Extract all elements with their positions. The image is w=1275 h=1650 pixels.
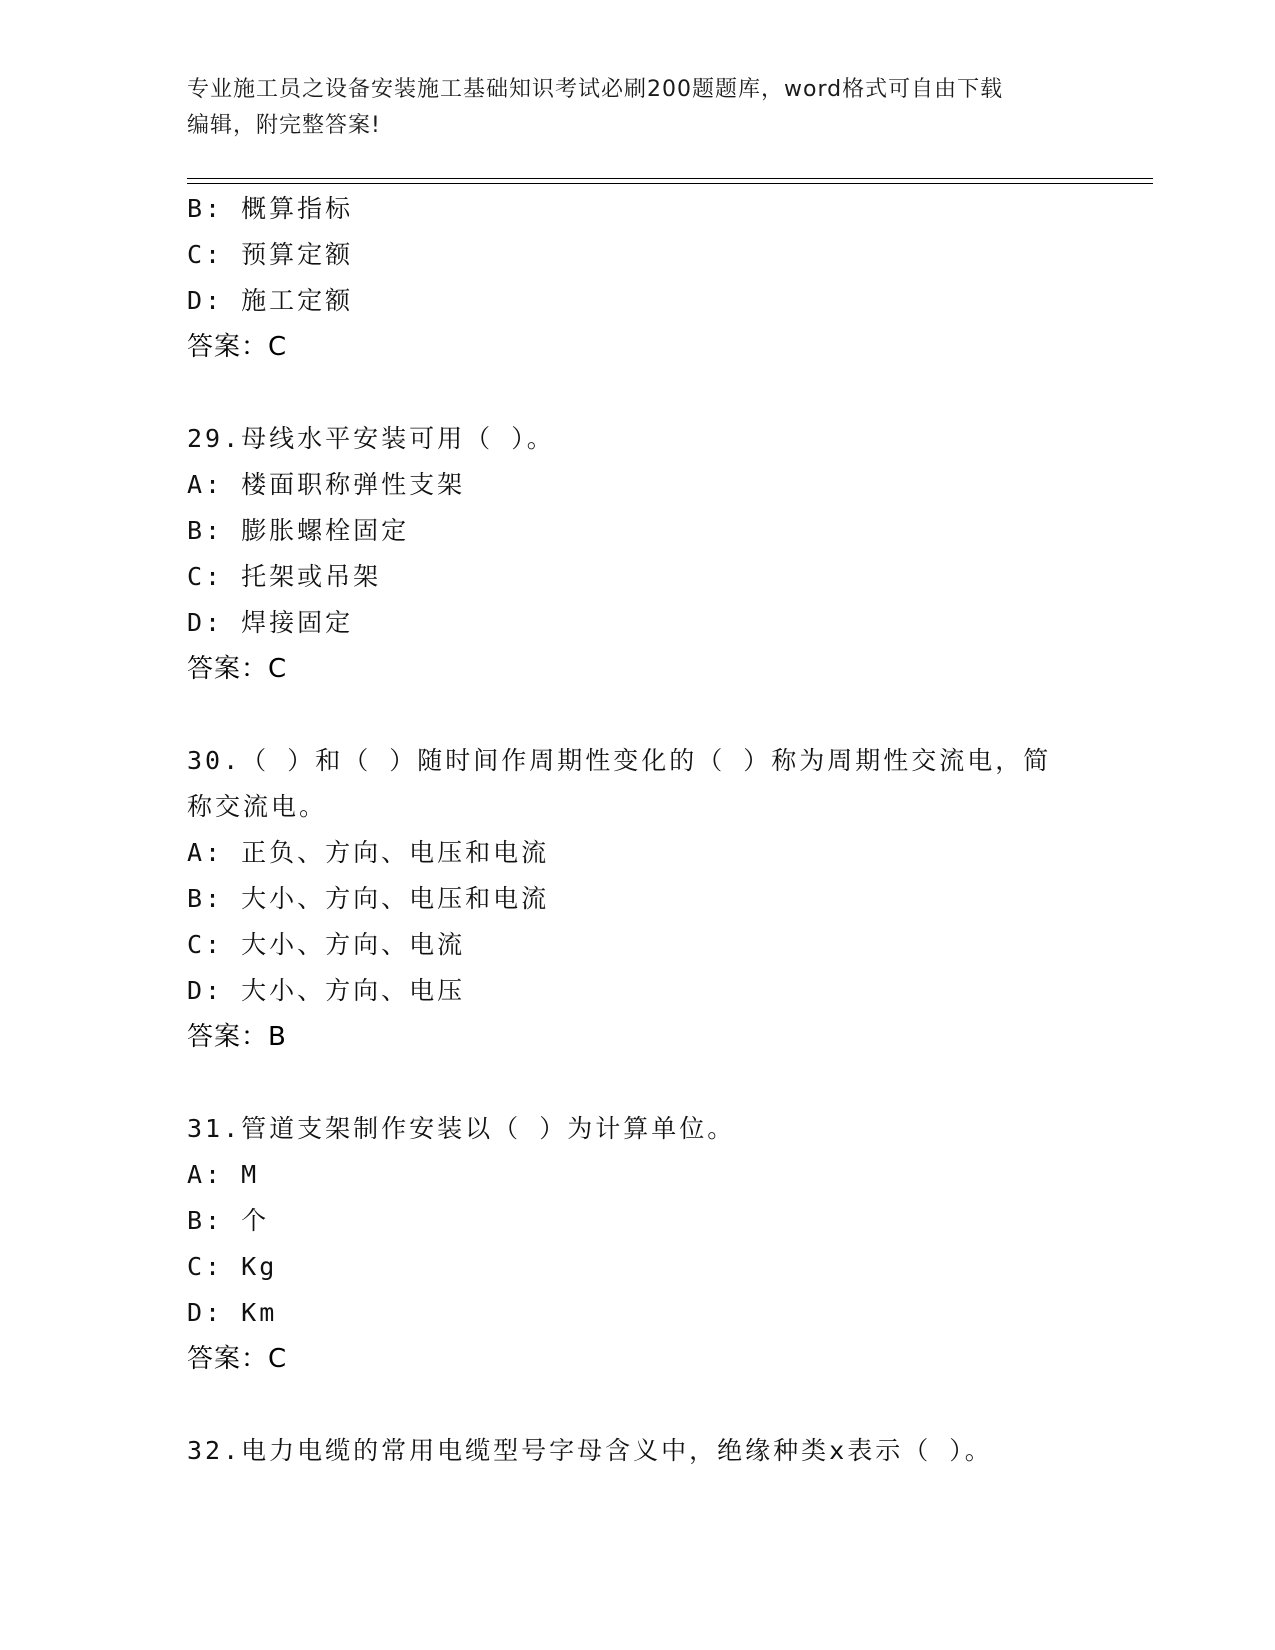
header-divider-bottom <box>187 183 1153 184</box>
option-c <box>187 1244 1087 1290</box>
option-letter: C: <box>187 930 224 959</box>
spacer <box>187 1060 1087 1106</box>
option-a <box>187 1152 1087 1198</box>
spacer <box>187 692 1087 738</box>
option-text: 大小、方向、电压 <box>241 976 466 1005</box>
option-text: 托架或吊架 <box>241 562 382 591</box>
option-a <box>187 462 1087 508</box>
option-d <box>187 1290 1087 1336</box>
option-d <box>187 278 1087 324</box>
option-letter: C: <box>187 240 224 269</box>
option-letter: C: <box>187 562 224 591</box>
option-b <box>187 876 1087 922</box>
header-title-line-1: 专业施工员之设备安装施工基础知识考试必刷200题题库，word格式可自由下载 <box>187 77 1004 102</box>
option-text: 概算指标 <box>241 194 354 223</box>
question-32 <box>187 1428 1087 1474</box>
option-letter: B: <box>187 194 224 223</box>
option-d <box>187 968 1087 1014</box>
option-text: 焊接固定 <box>241 608 354 637</box>
option-letter: D: <box>187 976 224 1005</box>
question-stem: 29.母线水平安装可用（ ）。 <box>187 424 555 453</box>
option-letter: D: <box>187 286 224 315</box>
option-c <box>187 922 1087 968</box>
document-header <box>187 72 1087 144</box>
option-b <box>187 508 1087 554</box>
option-letter: B: <box>187 1206 224 1235</box>
option-text: 大小、方向、电流 <box>241 930 466 959</box>
option-text: 个 <box>241 1206 270 1235</box>
option-letter: B: <box>187 516 224 545</box>
option-a <box>187 830 1087 876</box>
option-letter: B: <box>187 884 224 913</box>
option-letter: D: <box>187 1298 224 1327</box>
option-letter: A: <box>187 1160 224 1189</box>
option-text: 施工定额 <box>241 286 354 315</box>
option-b <box>187 186 1087 232</box>
option-text: 预算定额 <box>241 240 354 269</box>
question-28-continued <box>187 186 1087 370</box>
header-divider-top <box>187 178 1153 179</box>
question-stem: 31.管道支架制作安装以（ ）为计算单位。 <box>187 1114 736 1143</box>
answer: 答案：C <box>187 332 288 362</box>
option-letter: A: <box>187 838 224 867</box>
answer: 答案：C <box>187 1344 288 1374</box>
question-stem: 30.（ ）和（ ）随时间作周期性变化的（ ）称为周期性交流电，简称交流电。 <box>187 746 1052 821</box>
option-text: 膨胀螺栓固定 <box>241 516 410 545</box>
option-letter: C: <box>187 1252 224 1281</box>
option-d <box>187 600 1087 646</box>
option-letter: A: <box>187 470 224 499</box>
option-c <box>187 232 1087 278</box>
option-text: 大小、方向、电压和电流 <box>241 884 550 913</box>
spacer <box>187 370 1087 416</box>
question-29 <box>187 416 1087 692</box>
option-c <box>187 554 1087 600</box>
option-text: 正负、方向、电压和电流 <box>241 838 550 867</box>
question-30 <box>187 738 1087 1060</box>
header-title-line-2: 编辑，附完整答案! <box>187 113 381 138</box>
option-text: Km <box>241 1298 278 1327</box>
option-text: M <box>241 1160 260 1189</box>
question-31 <box>187 1106 1087 1382</box>
option-text: 楼面职称弹性支架 <box>241 470 466 499</box>
option-letter: D: <box>187 608 224 637</box>
spacer <box>187 1382 1087 1428</box>
option-b <box>187 1198 1087 1244</box>
question-list <box>187 186 1087 1474</box>
answer: 答案：C <box>187 654 288 684</box>
answer: 答案：B <box>187 1022 287 1052</box>
question-stem: 32.电力电缆的常用电缆型号字母含义中，绝缘种类x表示（ ）。 <box>187 1436 993 1465</box>
option-text: Kg <box>241 1252 278 1281</box>
